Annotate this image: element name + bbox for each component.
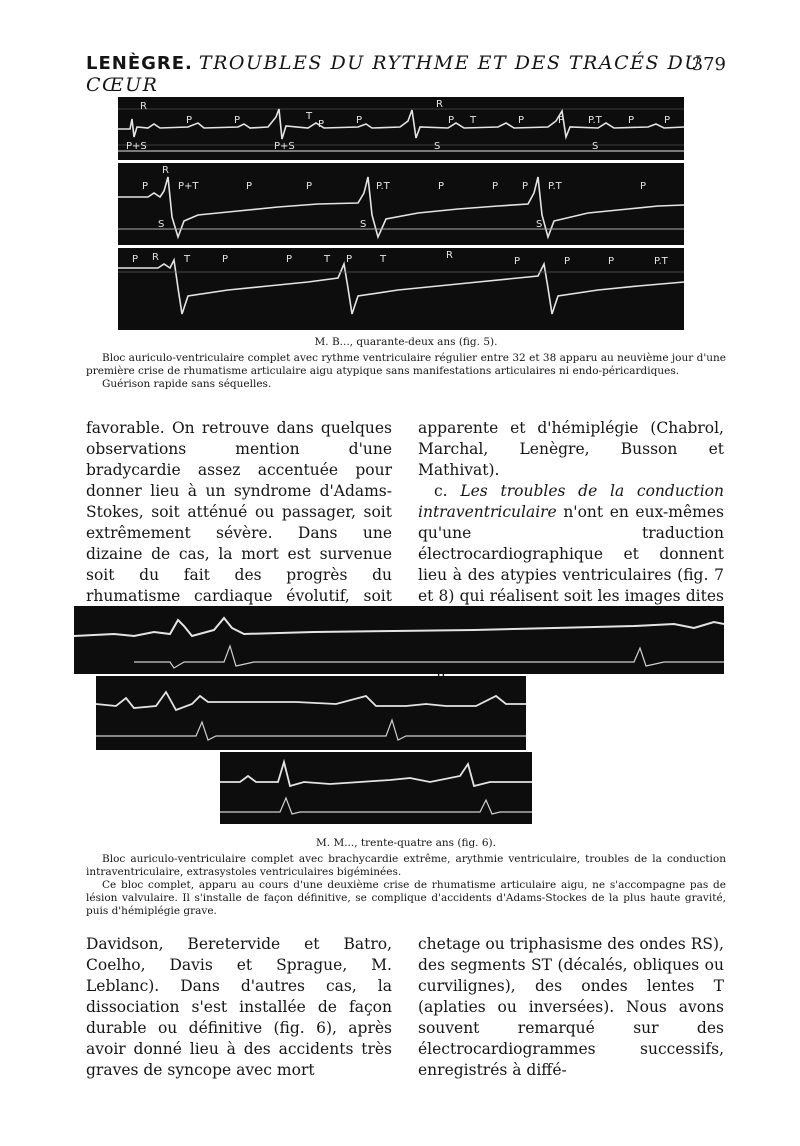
ecg-label: P	[664, 115, 671, 126]
ecg-label: P	[234, 115, 241, 126]
ecg-label: S	[434, 141, 441, 152]
ecg-label: P	[518, 115, 525, 126]
ecg-label: P	[222, 254, 229, 265]
ecg-label: P.T	[654, 256, 668, 267]
ecg-label: P	[286, 254, 293, 265]
ecg-label: P	[522, 181, 529, 192]
ecg-label: T	[324, 254, 331, 265]
ecg-label: P	[346, 254, 353, 265]
figure-5-caption-title: M. B..., quarante-deux ans (fig. 5).	[314, 336, 498, 348]
running-head	[86, 52, 726, 96]
figure-6-caption-title: M. M..., trente-quatre ans (fig. 6).	[316, 837, 496, 849]
ecg-label: R	[446, 250, 453, 261]
running-head-author: LENÈGRE.	[86, 53, 193, 74]
ecg-label: P.T	[588, 115, 602, 126]
paragraph: apparente et d'hémiplégie (Chabrol, Marchal, Lenègre, Busson et Mathivat).	[418, 419, 724, 479]
ecg-label: P	[142, 181, 149, 192]
ecg-label: T	[184, 254, 191, 265]
running-head-title: TROUBLES DU RYTHME ET DES TRACÉS DU CŒUR	[86, 52, 702, 96]
ecg-label: P	[558, 115, 565, 126]
ecg-label: P+S	[274, 141, 295, 152]
italic-phrase: Les troubles de la conduction intraventriculaire	[418, 482, 724, 521]
ecg-label: P+S	[126, 141, 147, 152]
figure-5-strip-3	[118, 248, 684, 330]
body-bottom-right-column	[418, 934, 724, 1081]
ecg-label: T	[380, 254, 387, 265]
list-marker: c.	[434, 482, 448, 500]
figure-5-strip-1	[118, 97, 684, 160]
ecg-label: P	[492, 181, 499, 192]
ecg-label: P.T	[376, 181, 390, 192]
ecg-trace	[74, 606, 724, 674]
figure-5-caption	[86, 352, 726, 391]
ecg-trace	[118, 248, 684, 330]
ecg-label: P	[448, 115, 455, 126]
figure-6-strip-3	[220, 752, 532, 824]
ecg-label: P	[564, 256, 571, 267]
ecg-label: P	[640, 181, 647, 192]
ecg-label: S	[536, 219, 543, 230]
figure-6-strip-1	[74, 606, 724, 674]
figure-6-caption-extra: Ce bloc complet, apparu au cours d'une deuxième crise de rhumatisme articulaire aigu, ne s'accompagne pas de lésion valvulaire. Il s'installe de façon définitive, se complique d'accidents d'Adams-Stockes de la plus haute gravité, puis d'hémiplégie grave.	[86, 879, 726, 917]
ecg-label: S	[360, 219, 367, 230]
ecg-label: P	[608, 256, 615, 267]
figure-6-caption-body: Bloc auriculo-ventriculaire complet avec brachycardie extrême, arythmie ventriculaire, troubles de la conduction intraventriculaire, extrasystoles ventriculaires bigéminées.	[86, 853, 726, 878]
figure-5-caption-outcome: Guérison rapide sans séquelles.	[102, 378, 272, 390]
ecg-label: P+T	[178, 181, 199, 192]
ecg-label: P	[356, 115, 363, 126]
paragraph: favorable. On retrouve dans quelques observations mention d'une bradycardie assez accentuée pour donner lieu à un syndrome d'Adams-Stokes, soit atténué ou passager, soit extrêmement sévère. Dans une dizaine de cas, la mort est survenue soit du fait des progrès du rhumatisme cardiaque évolutif, soit	[86, 419, 392, 605]
ecg-label: S	[592, 141, 599, 152]
ecg-label: P.T	[548, 181, 562, 192]
ecg-label: R	[436, 99, 443, 110]
ecg-label: P	[132, 254, 139, 265]
ecg-label: P	[318, 119, 325, 130]
body-bottom-left-column	[86, 934, 392, 1081]
ecg-label: T	[306, 111, 313, 122]
paragraph: Davidson, Beretervide et Batro, Coelho, Davis et Sprague, M. Leblanc). Dans d'autres cas, la dissociation s'est installée de façon durable ou définitive (fig. 6), après avoir donné lieu à des accidents très graves de syncope avec mort	[86, 935, 392, 1079]
ecg-trace	[220, 752, 532, 824]
ecg-label: P	[306, 181, 313, 192]
ecg-trace	[118, 163, 684, 245]
figure-5-strip-2	[118, 163, 684, 245]
page-number: 379	[691, 54, 726, 75]
ecg-label: P	[628, 115, 635, 126]
paragraph-rest: n'ont en eux-mêmes qu'une traduction électrocardiographique et donnent lieu à des atypies ventriculaires (fig. 7 et 8) qui réalisent soit les images dites	[418, 503, 724, 605]
ecg-trace	[118, 97, 684, 160]
figure-5-caption-body: Bloc auriculo-ventriculaire complet avec rythme ventriculaire régulier entre 32 et 38 apparu au neuvième jour d'une première crise de rhumatisme articulaire aigu atypique sans manifestations articulaires ni endo-péricardiques.	[86, 352, 726, 377]
ecg-label: P	[186, 115, 193, 126]
ecg-label: S	[158, 219, 165, 230]
ecg-label: R	[162, 165, 169, 176]
ecg-label: T	[470, 115, 477, 126]
ecg-label: P	[246, 181, 253, 192]
ecg-trace	[96, 676, 526, 750]
figure-6-caption	[86, 853, 726, 918]
ecg-label: R	[152, 252, 159, 263]
ecg-label: P	[514, 256, 521, 267]
paragraph: chetage ou triphasisme des ondes RS), des segments ST (décalés, obliques ou curvilignes), des ondes lentes T (aplaties ou inversées). Nous avons souvent remarqué sur des électrocardiogrammes successifs, enregistrés à diffé-	[418, 935, 724, 1079]
ecg-label: R	[140, 101, 147, 112]
figure-6-strip-2	[96, 676, 526, 750]
ecg-label: P	[438, 181, 445, 192]
